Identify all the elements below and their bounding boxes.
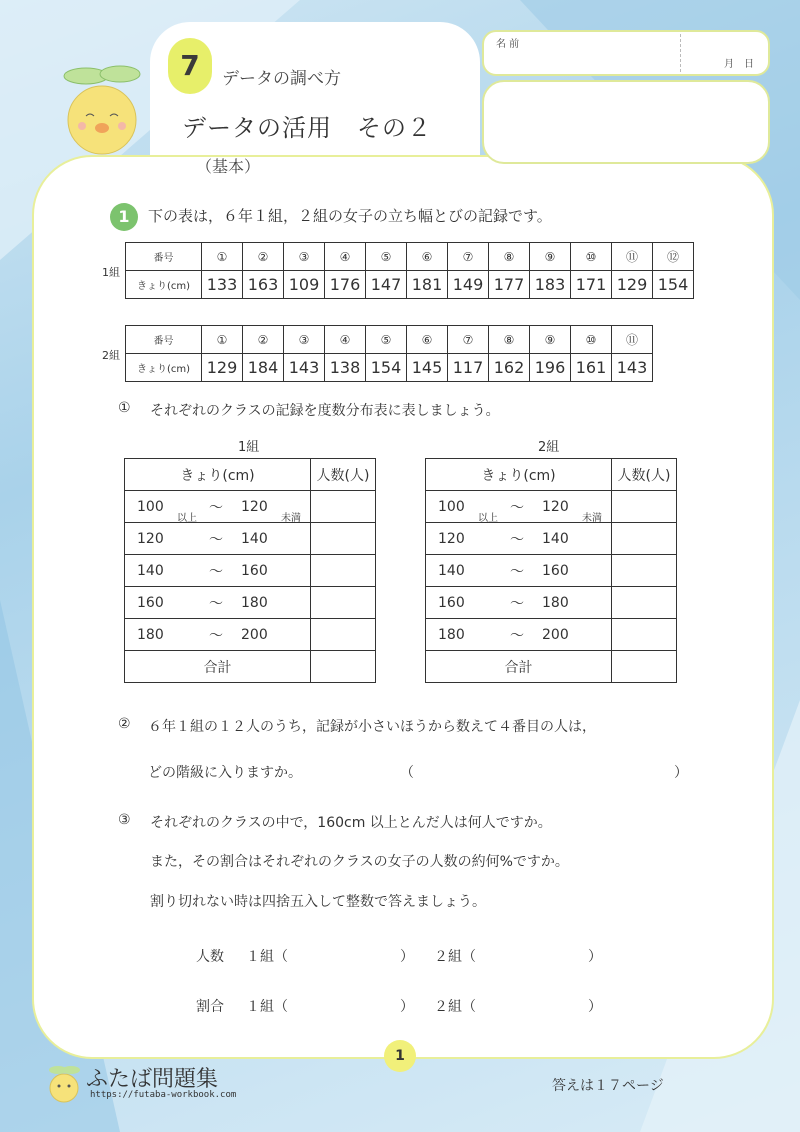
- range-from: 140: [137, 563, 164, 579]
- range-cell: [125, 619, 311, 651]
- miman-label: 未満: [281, 513, 301, 524]
- question-number-badge: 1: [110, 203, 138, 231]
- distance-value: 177: [489, 271, 530, 299]
- range-to: 140: [241, 531, 268, 547]
- brand-url[interactable]: https://futaba-workbook.com: [90, 1090, 237, 1100]
- range-to: 180: [542, 595, 569, 611]
- student-number: ⑩: [571, 243, 612, 271]
- count-class2-close: ）: [588, 949, 602, 965]
- range-header: きょり(cm): [426, 459, 612, 491]
- range-to: 120: [241, 499, 268, 515]
- count-class2-answer-field[interactable]: [488, 942, 584, 966]
- count-answer-cell[interactable]: [612, 555, 677, 587]
- name-divider: [680, 34, 681, 72]
- student-number: ⑨: [530, 243, 571, 271]
- sub3-line1: それぞれのクラスの中で，160cm 以上とんだ人は何人ですか。: [150, 815, 552, 831]
- level-subtitle: （基本）: [196, 157, 261, 176]
- brand-mascot-icon: [44, 1064, 84, 1104]
- range-from: 100: [137, 499, 164, 515]
- name-field[interactable]: [482, 30, 770, 76]
- table-row: [125, 619, 376, 651]
- table-row: [125, 491, 376, 523]
- table-row: [125, 587, 376, 619]
- count-answer-cell[interactable]: [311, 587, 376, 619]
- range-from: 120: [137, 531, 164, 547]
- tilde: ～: [209, 596, 223, 612]
- table-row: [426, 523, 677, 555]
- distance-value: 163: [243, 271, 284, 299]
- student-number: ⑤: [366, 243, 407, 271]
- range-cell: [426, 587, 612, 619]
- count-class1-answer-field[interactable]: [300, 942, 396, 966]
- total-answer-cell[interactable]: [311, 651, 376, 683]
- student-number: ⑨: [530, 326, 571, 354]
- distance-value: 171: [571, 271, 612, 299]
- range-to: 200: [241, 627, 268, 643]
- distance-value: 181: [407, 271, 448, 299]
- mascot-icon: [56, 60, 152, 158]
- sub3-line3: 割り切れない時は四捨五入して整数で答えましょう。: [150, 894, 486, 910]
- count-class1-close: ）: [400, 949, 414, 965]
- tilde: ～: [209, 500, 223, 516]
- tilde: ～: [510, 564, 524, 580]
- range-from: 100: [438, 499, 465, 515]
- distance-value: 183: [530, 271, 571, 299]
- distance-value: 133: [202, 271, 243, 299]
- range-cell: [426, 523, 612, 555]
- number-header: 番号: [126, 243, 202, 271]
- sub1-mark: ①: [118, 400, 131, 416]
- range-to: 140: [542, 531, 569, 547]
- class2-frequency-table: [425, 458, 677, 683]
- count-answer-cell[interactable]: [311, 523, 376, 555]
- table-row: [126, 326, 653, 354]
- sub2-line2: どの階級に入りますか。: [148, 765, 302, 781]
- brand-name: ふたば問題集: [86, 1067, 219, 1092]
- table-row: [125, 555, 376, 587]
- tilde: ～: [510, 500, 524, 516]
- student-number: ⑥: [407, 326, 448, 354]
- range-from: 160: [137, 595, 164, 611]
- freq-table-caption-class1: 1組: [238, 440, 260, 455]
- range-to: 120: [542, 499, 569, 515]
- range-to: 160: [542, 563, 569, 579]
- ratio-row-label: 割合: [196, 999, 224, 1015]
- student-number: ⑩: [571, 326, 612, 354]
- sub2-mark: ②: [118, 716, 131, 732]
- count-header: 人数(人): [612, 459, 677, 491]
- distance-value: 161: [571, 354, 612, 382]
- ratio-class1-answer-field[interactable]: [300, 992, 396, 1016]
- tilde: ～: [510, 532, 524, 548]
- distance-value: 162: [489, 354, 530, 382]
- student-number: ③: [284, 326, 325, 354]
- total-answer-cell[interactable]: [612, 651, 677, 683]
- table-row: [426, 491, 677, 523]
- count-row-label: 人数: [196, 949, 224, 965]
- distance-value: 176: [325, 271, 366, 299]
- count-answer-cell[interactable]: [612, 523, 677, 555]
- ijou-label: 以上: [478, 513, 498, 524]
- range-to: 160: [241, 563, 268, 579]
- count-answer-cell[interactable]: [612, 587, 677, 619]
- table-row: [125, 523, 376, 555]
- distance-value: 143: [284, 354, 325, 382]
- distance-value: 149: [448, 271, 489, 299]
- table-row: [125, 651, 376, 683]
- range-from: 160: [438, 595, 465, 611]
- distance-value: 143: [612, 354, 653, 382]
- range-cell: [426, 619, 612, 651]
- class1-record-table: [125, 242, 694, 299]
- page-number: 1: [384, 1040, 416, 1072]
- student-number: ⑧: [489, 326, 530, 354]
- table-row: [126, 243, 694, 271]
- range-cell: [426, 555, 612, 587]
- student-number: ⑪: [612, 243, 653, 271]
- table-row: [426, 555, 677, 587]
- tilde: ～: [209, 628, 223, 644]
- range-to: 180: [241, 595, 268, 611]
- ratio-class2-close: ）: [588, 999, 602, 1015]
- student-number: ⑫: [653, 243, 694, 271]
- range-cell: [125, 491, 311, 523]
- count-header: 人数(人): [311, 459, 376, 491]
- range-header: きょり(cm): [125, 459, 311, 491]
- count-class2-open: ２組（: [434, 949, 476, 965]
- class2-label: 2組: [102, 349, 120, 362]
- student-number: ③: [284, 243, 325, 271]
- distance-value: 129: [202, 354, 243, 382]
- sub2-answer-close: ）: [674, 765, 688, 781]
- student-number: ②: [243, 326, 284, 354]
- tilde: ～: [209, 532, 223, 548]
- ratio-class1-open: １組（: [246, 999, 288, 1015]
- distance-value: 129: [612, 271, 653, 299]
- number-header: 番号: [126, 326, 202, 354]
- count-answer-cell[interactable]: [311, 555, 376, 587]
- score-field[interactable]: [482, 80, 770, 164]
- sub2-line1: ６年１組の１２人のうち，記録が小さいほうから数えて４番目の人は，: [148, 719, 596, 735]
- count-answer-cell[interactable]: [311, 491, 376, 523]
- distance-value: 154: [366, 354, 407, 382]
- student-number: ⑦: [448, 243, 489, 271]
- distance-value: 145: [407, 354, 448, 382]
- ijou-label: 以上: [177, 513, 197, 524]
- distance-header: きょり(cm): [126, 354, 202, 382]
- distance-value: 147: [366, 271, 407, 299]
- range-from: 140: [438, 563, 465, 579]
- student-number: ④: [325, 326, 366, 354]
- ratio-class2-open: ２組（: [434, 999, 476, 1015]
- question-text: 下の表は，６年１組，２組の女子の立ち幅とびの記録です。: [148, 207, 552, 225]
- date-label: 月 日: [724, 59, 754, 70]
- page-title: データの活用 その２: [182, 114, 432, 142]
- name-label: 名 前: [496, 39, 520, 50]
- student-number: ①: [202, 326, 243, 354]
- student-number: ⑤: [366, 326, 407, 354]
- class2-record-table: [125, 325, 653, 382]
- student-number: ①: [202, 243, 243, 271]
- student-number: ⑧: [489, 243, 530, 271]
- sub2-answer-field[interactable]: [416, 758, 672, 782]
- distance-value: 196: [530, 354, 571, 382]
- distance-header: きょり(cm): [126, 271, 202, 299]
- student-number: ②: [243, 243, 284, 271]
- ratio-class2-answer-field[interactable]: [488, 992, 584, 1016]
- tilde: ～: [209, 564, 223, 580]
- count-answer-cell[interactable]: [612, 491, 677, 523]
- sub1-text: それぞれのクラスの記録を度数分布表に表しましょう。: [150, 403, 500, 419]
- tilde: ～: [510, 596, 524, 612]
- range-from: 180: [438, 627, 465, 643]
- distance-value: 184: [243, 354, 284, 382]
- range-cell: [125, 555, 311, 587]
- miman-label: 未満: [582, 513, 602, 524]
- table-row: [126, 354, 653, 382]
- table-row: [426, 459, 677, 491]
- tilde: ～: [510, 628, 524, 644]
- count-answer-cell[interactable]: [612, 619, 677, 651]
- total-label: 合計: [426, 651, 612, 683]
- sub2-answer-open: （: [400, 765, 414, 781]
- distance-value: 138: [325, 354, 366, 382]
- table-row: [426, 587, 677, 619]
- range-cell: [426, 491, 612, 523]
- student-number: ⑥: [407, 243, 448, 271]
- range-cell: [125, 523, 311, 555]
- table-row: [126, 271, 694, 299]
- class1-label: 1組: [102, 266, 120, 279]
- table-row: [426, 651, 677, 683]
- count-class1-open: １組（: [246, 949, 288, 965]
- sub3-line2: また，その割合はそれぞれのクラスの女子の人数の約何%ですか。: [150, 854, 569, 870]
- range-from: 120: [438, 531, 465, 547]
- total-label: 合計: [125, 651, 311, 683]
- ratio-class1-close: ）: [400, 999, 414, 1015]
- distance-value: 117: [448, 354, 489, 382]
- distance-value: 154: [653, 271, 694, 299]
- count-answer-cell[interactable]: [311, 619, 376, 651]
- range-to: 200: [542, 627, 569, 643]
- table-row: [426, 619, 677, 651]
- sub3-mark: ③: [118, 812, 131, 828]
- table-row: [125, 459, 376, 491]
- unit-number-badge: 7: [168, 38, 212, 94]
- range-cell: [125, 587, 311, 619]
- student-number: ④: [325, 243, 366, 271]
- distance-value: 109: [284, 271, 325, 299]
- range-from: 180: [137, 627, 164, 643]
- student-number: ⑪: [612, 326, 653, 354]
- student-number: ⑦: [448, 326, 489, 354]
- unit-title: データの調べ方: [222, 69, 341, 89]
- answer-page-note: 答えは１７ページ: [552, 1078, 664, 1094]
- freq-table-caption-class2: 2組: [538, 440, 560, 455]
- class1-frequency-table: [124, 458, 376, 683]
